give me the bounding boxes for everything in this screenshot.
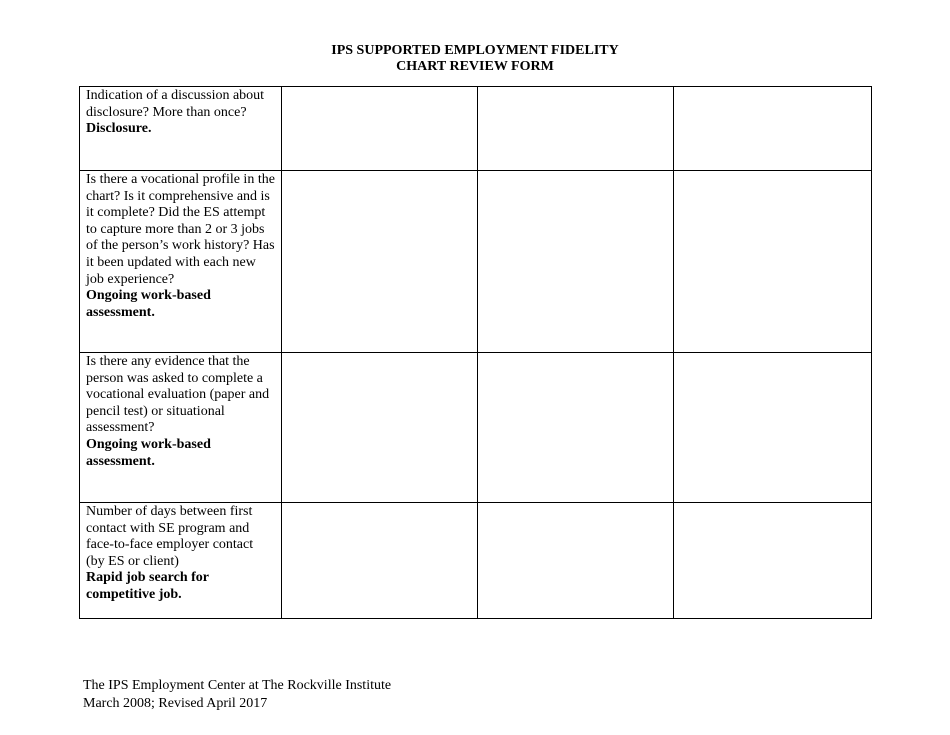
footer-revision-date: March 2008; Revised April 2017 bbox=[83, 696, 268, 711]
criterion-label: Rapid job search for competitive job. bbox=[86, 570, 209, 602]
chart-review-table bbox=[79, 86, 872, 619]
title-line-1: IPS SUPPORTED EMPLOYMENT FIDELITY bbox=[331, 43, 619, 58]
table-row bbox=[80, 353, 872, 503]
question-text: Indication of a discussion about disclosure? More than once? bbox=[86, 88, 265, 120]
review-entry-cell[interactable] bbox=[282, 353, 478, 503]
review-entry-cell[interactable] bbox=[478, 353, 674, 503]
review-entry-cell[interactable] bbox=[478, 87, 674, 171]
review-entry-cell[interactable] bbox=[282, 503, 478, 619]
footer-organization: The IPS Employment Center at The Rockville Institute bbox=[83, 678, 392, 693]
table-row bbox=[80, 503, 872, 619]
title-line-2: CHART REVIEW FORM bbox=[396, 59, 554, 74]
review-entry-cell[interactable] bbox=[282, 87, 478, 171]
review-entry-cell[interactable] bbox=[478, 171, 674, 353]
table-row bbox=[80, 87, 872, 171]
question-text: Is there any evidence that the person was asked to complete a vocational evaluation (paper and pencil test) or situational assessment? bbox=[86, 354, 270, 436]
review-entry-cell[interactable] bbox=[282, 171, 478, 353]
question-cell bbox=[80, 353, 282, 503]
review-entry-cell[interactable] bbox=[674, 503, 872, 619]
review-entry-cell[interactable] bbox=[478, 503, 674, 619]
question-text: Number of days between first contact with SE program and face-to-face employer contact (by ES or client) bbox=[86, 504, 254, 569]
question-cell bbox=[80, 503, 282, 619]
table-row bbox=[80, 171, 872, 353]
document-footer bbox=[83, 677, 391, 713]
review-entry-cell[interactable] bbox=[674, 353, 872, 503]
criterion-label: Ongoing work-based assessment. bbox=[86, 436, 211, 469]
review-entry-cell[interactable] bbox=[674, 87, 872, 171]
question-cell bbox=[80, 87, 282, 171]
question-cell bbox=[80, 171, 282, 353]
question-text: Is there a vocational profile in the chart? Is it comprehensive and is it complete? Did the ES attempt to capture more than 2 or 3 jobs of the person’s work history? Has it been updated with each new job experience? bbox=[86, 172, 275, 287]
criterion-label: Ongoing work-based assessment. bbox=[86, 288, 211, 320]
criterion-label: Disclosure. bbox=[86, 121, 152, 137]
document-title bbox=[0, 43, 950, 75]
review-entry-cell[interactable] bbox=[674, 171, 872, 353]
